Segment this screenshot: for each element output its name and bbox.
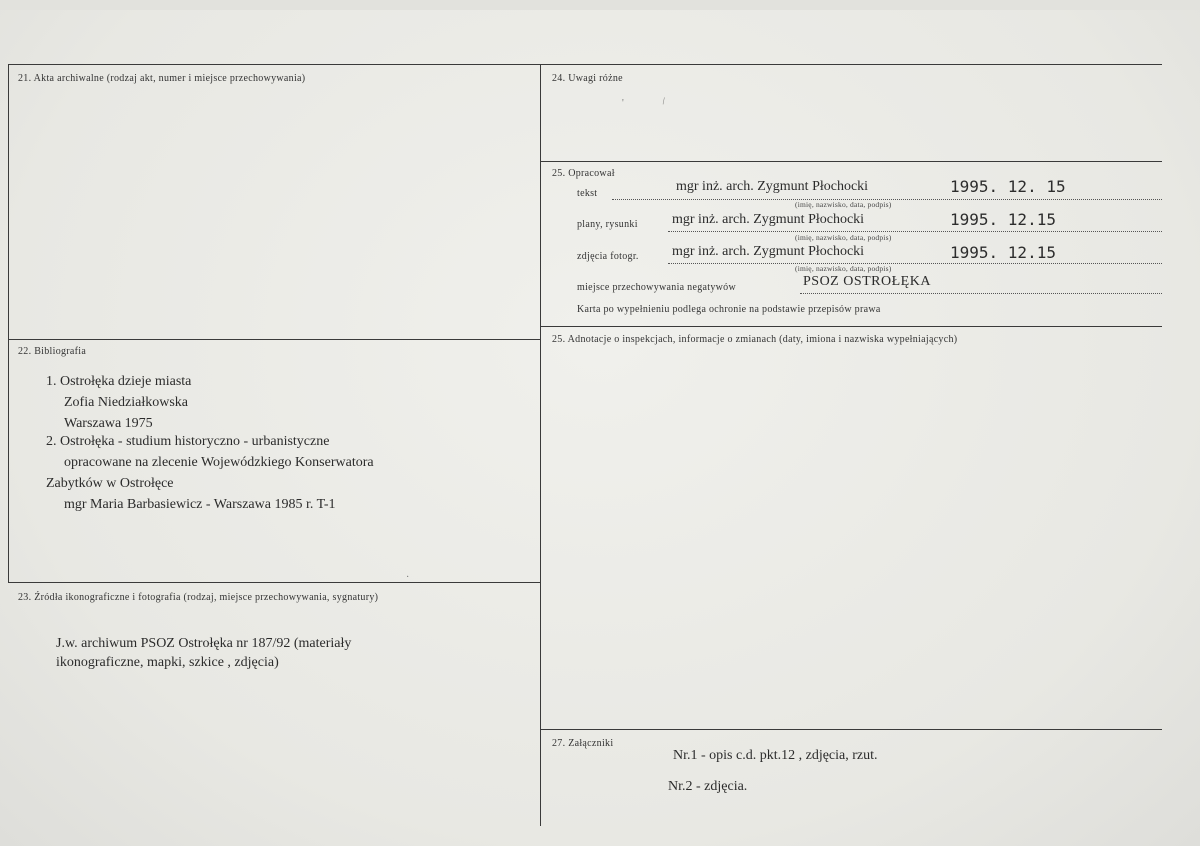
sources-line: ikonograficzne, mapki, szkice , zdjęcia) <box>56 655 279 670</box>
divider-21-22 <box>8 339 540 340</box>
dotted-line <box>668 263 1162 264</box>
date-stamp: 1995. 12.15 <box>950 243 1056 262</box>
author-name: mgr inż. arch. Zygmunt Płochocki <box>672 212 865 227</box>
pencil-speck: · <box>406 572 410 583</box>
bibliography-line: opracowane na zlecenie Wojewódzkiego Konserwatora <box>64 455 374 470</box>
bibliography-line: Zofia Niedziałkowska <box>64 395 189 410</box>
field-hint: (imię, nazwisko, data, podpis) <box>795 200 892 209</box>
author-name: mgr inż. arch. Zygmunt Płochocki <box>672 244 865 259</box>
section-27-label: 27. Załączniki <box>552 738 614 749</box>
field-hint: (imię, nazwisko, data, podpis) <box>795 264 892 273</box>
date-stamp: 1995. 12. 15 <box>950 177 1066 196</box>
legal-note: Karta po wypełnieniu podlega ochronie na podstawie przepisów prawa <box>577 304 881 315</box>
pencil-speck: ' <box>622 98 624 109</box>
divider-25-26 <box>540 326 1162 327</box>
section-23-label: 23. Źródła ikonograficzne i fotografia (rodzaj, miejsce przechowywania, sygnatury) <box>18 592 379 603</box>
dotted-line <box>668 231 1162 232</box>
bibliography-line: Warszawa 1975 <box>64 416 153 431</box>
top-border <box>8 64 1162 65</box>
negatives-location: PSOZ OSTROŁĘKA <box>803 274 931 289</box>
divider-26-27 <box>540 729 1162 730</box>
row-label-plans: plany, rysunki <box>577 219 638 230</box>
attachment-line: Nr.2 - zdjęcia. <box>668 779 748 794</box>
pencil-speck: \ <box>659 96 668 107</box>
author-name: mgr inż. arch. Zygmunt Płochocki <box>676 179 869 194</box>
section-21-label: 21. Akta archiwalne (rodzaj akt, numer i miejsce przechowywania) <box>18 73 306 84</box>
left-border <box>8 64 9 582</box>
bibliography-line: Zabytków w Ostrołęce <box>46 476 174 491</box>
divider-24-25 <box>540 161 1162 162</box>
top-edge <box>0 0 1200 10</box>
section-22-label: 22. Bibliografia <box>18 346 87 357</box>
sources-line: J.w. archiwum PSOZ Ostrołęka nr 187/92 (materiały <box>56 636 352 651</box>
section-24-label: 24. Uwagi różne <box>552 73 623 84</box>
center-divider <box>540 64 541 826</box>
bibliography-line: mgr Maria Barbasiewicz - Warszawa 1985 r. T-1 <box>64 497 336 512</box>
row-label-text: tekst <box>577 188 598 199</box>
divider-22-23 <box>8 582 540 583</box>
section-25-label: 25. Opracował <box>552 168 615 179</box>
bibliography-line: 1. Ostrołęka dzieje miasta <box>46 374 192 389</box>
date-stamp: 1995. 12.15 <box>950 210 1056 229</box>
attachment-line: Nr.1 - opis c.d. pkt.12 , zdjęcia, rzut. <box>673 748 878 763</box>
field-hint: (imię, nazwisko, data, podpis) <box>795 233 892 242</box>
negatives-label: miejsce przechowywania negatywów <box>577 282 736 293</box>
bibliography-line: 2. Ostrołęka - studium historyczno - urbanistyczne <box>46 434 330 449</box>
dotted-line <box>800 293 1162 294</box>
row-label-photos: zdjęcia fotogr. <box>577 251 639 262</box>
section-26-label: 25. Adnotacje o inspekcjach, informacje o zmianach (daty, imiona i nazwiska wypełniających) <box>552 334 958 345</box>
